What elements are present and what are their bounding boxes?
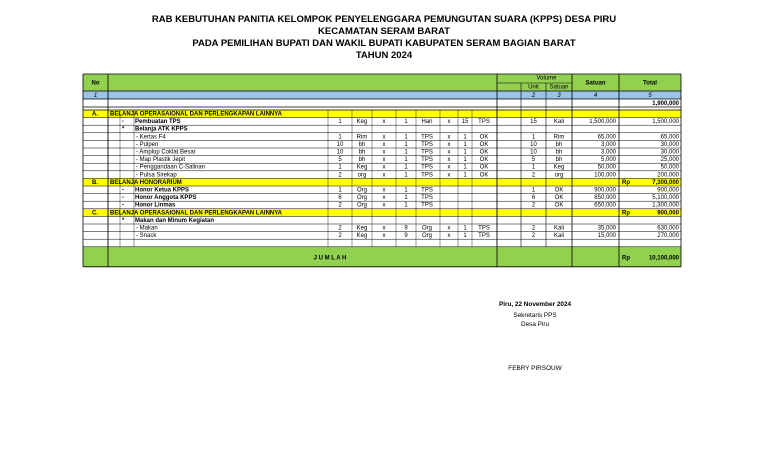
- item-name: - Amplop Coklat Besar: [136, 149, 196, 156]
- volume-satuan: bh: [555, 149, 563, 156]
- signature-role: Sekretaris PPS: [513, 312, 557, 319]
- item-name: Honor Anggota KPPS: [135, 195, 197, 202]
- section-title: BELANJA HONORARIUM: [110, 179, 182, 186]
- volume-unit: 10: [530, 149, 537, 156]
- qty-3: 1: [463, 225, 467, 232]
- title-line-3: PADA PEMILIHAN BUPATI DAN WAKIL BUPATI KABUPATEN SERAM BAGIAN BARAT: [192, 38, 576, 49]
- section-title: BELANJA OPERASAIONAL DAN PERLENGKAPAN LAINNYA: [110, 210, 283, 217]
- times-1: x: [382, 134, 386, 141]
- row-marker: -: [122, 202, 124, 209]
- unit-price: 35,000: [597, 225, 616, 232]
- qty-1: 2: [338, 233, 342, 240]
- column-number: 4: [593, 93, 598, 99]
- unit-price: 1,500,000: [589, 119, 616, 126]
- qty-1: 1: [338, 164, 342, 171]
- times-1: x: [382, 164, 386, 171]
- section-code: A.: [92, 111, 98, 118]
- volume-satuan: Kali: [553, 233, 565, 240]
- section-amount: 900,000: [657, 210, 679, 217]
- unit-2: TPS: [421, 141, 433, 148]
- qty-3: 1: [463, 233, 467, 240]
- item-name: Pembuatan TPS: [135, 119, 181, 126]
- unit-price: 900,000: [594, 187, 616, 194]
- header-total: Total: [643, 80, 657, 87]
- unit-1: Org: [356, 202, 368, 209]
- times-2: x: [447, 157, 451, 164]
- jumlah-label: J U M L A H: [313, 255, 347, 262]
- times-2: x: [447, 134, 451, 141]
- section-rp: Rp: [622, 179, 630, 186]
- volume-unit: 15: [530, 119, 537, 126]
- volume-satuan: OK: [554, 195, 564, 202]
- signature-org: Desa Piru: [520, 321, 550, 328]
- row-total: 5,100,000: [652, 195, 679, 202]
- unit-2: TPS: [421, 149, 433, 156]
- qty-3: 1: [463, 164, 467, 171]
- section-rp: Rp: [622, 210, 630, 217]
- volume-satuan: Keg: [553, 164, 565, 171]
- qty-1: 5: [338, 157, 342, 164]
- qty-3: 1: [463, 134, 467, 141]
- qty-3: 1: [463, 172, 467, 179]
- unit-1: bh: [358, 157, 366, 164]
- header-volume: Volume: [536, 75, 557, 82]
- unit-price: 50,000: [597, 164, 616, 171]
- times-2: x: [447, 149, 451, 156]
- unit-2: TPS: [421, 202, 433, 209]
- qty-1: 10: [336, 141, 344, 148]
- unit-2: TPS: [421, 157, 433, 164]
- qty-2: 9: [404, 225, 408, 232]
- volume-satuan: Rim: [553, 134, 565, 141]
- unit-3: OK: [479, 149, 489, 156]
- row-marker: -: [122, 119, 124, 126]
- row-total: 30,000: [660, 149, 679, 156]
- times-1: x: [382, 149, 386, 156]
- volume-unit: 2: [531, 202, 536, 209]
- unit-2: Org: [421, 225, 433, 232]
- volume-satuan: Kali: [553, 119, 565, 126]
- row-marker: -: [122, 187, 124, 194]
- volume-satuan: bh: [555, 141, 563, 148]
- unit-3: OK: [479, 164, 489, 171]
- title-line-4: TAHUN 2024: [355, 50, 413, 61]
- times-1: x: [382, 157, 386, 164]
- row-total: 1,500,000: [652, 119, 679, 126]
- item-name: - Map Plastik Jepit: [136, 157, 186, 164]
- times-1: x: [382, 119, 386, 126]
- unit-2: Hari: [421, 119, 433, 126]
- unit-3: TPS: [478, 225, 490, 232]
- header-satuan-sub: Satuan: [549, 84, 569, 91]
- title-line-1: RAB KEBUTUHAN PANITIA KELOMPOK PENYELENGGARA PEMUNGUTAN SUARA (KPPS) DESA PIRU: [151, 14, 617, 25]
- title-line-2: KECAMATAN SERAM BARAT: [318, 26, 450, 37]
- unit-1: bh: [358, 141, 366, 148]
- qty-1: 1: [338, 134, 342, 141]
- qty-2: 9: [404, 233, 408, 240]
- row-marker: *: [122, 126, 125, 133]
- item-name: - Kertas F4: [136, 134, 166, 141]
- qty-2: 1: [404, 157, 408, 164]
- unit-1: Rim: [356, 134, 368, 141]
- qty-3: 15: [461, 119, 469, 126]
- times-2: x: [447, 119, 451, 126]
- unit-price: 15,000: [597, 233, 616, 240]
- qty-1: 2: [338, 172, 342, 179]
- unit-1: Keg: [356, 119, 368, 126]
- unit-3: OK: [479, 141, 489, 148]
- volume-unit: 1: [531, 164, 536, 171]
- unit-3: TPS: [478, 119, 490, 126]
- header-satuan: Satuan: [585, 80, 606, 87]
- column-number-fill: [83, 91, 681, 99]
- unit-1: Keg: [356, 225, 368, 232]
- item-name: - Snack: [136, 233, 157, 240]
- times-2: x: [447, 141, 451, 148]
- item-name: - Pulsa Sirekap: [136, 172, 177, 179]
- qty-2: 1: [404, 164, 408, 171]
- qty-1: 2: [338, 225, 342, 232]
- qty-1: 6: [338, 195, 342, 202]
- jumlah-total: 10,100,000: [648, 255, 679, 262]
- volume-satuan: bh: [555, 157, 563, 164]
- times-1: x: [382, 225, 386, 232]
- volume-unit: 6: [531, 195, 536, 202]
- signature-name: FEBRY PIRSOUW: [508, 365, 562, 372]
- row-total: 30,000: [660, 141, 679, 148]
- volume-unit: 2: [531, 233, 536, 240]
- qty-1: 1: [338, 119, 342, 126]
- qty-2: 1: [404, 119, 408, 126]
- unit-price: 850,000: [594, 195, 616, 202]
- volume-satuan: org: [554, 172, 564, 179]
- qty-2: 1: [404, 149, 408, 156]
- jumlah-rp: Rp: [622, 255, 630, 262]
- unit-2: TPS: [421, 164, 433, 171]
- section-amount: 7,300,000: [652, 179, 679, 186]
- jumlah-fill: [83, 247, 681, 267]
- column-number: 2: [531, 93, 536, 99]
- unit-2: TPS: [421, 172, 433, 179]
- unit-3: OK: [479, 172, 489, 179]
- item-name: Belanja ATK KPPS: [135, 126, 188, 133]
- volume-satuan: OK: [554, 202, 564, 209]
- qty-3: 1: [463, 157, 467, 164]
- unit-price: 65,000: [597, 134, 616, 141]
- unit-1: org: [357, 172, 367, 179]
- item-name: Makan dan Minum Kegiatan: [135, 217, 215, 224]
- unit-1: Org: [356, 187, 368, 194]
- times-2: x: [447, 233, 451, 240]
- row-total: 65,000: [660, 134, 679, 141]
- item-name: - Penggandaan C-Salinan: [136, 164, 206, 171]
- times-1: x: [382, 195, 386, 202]
- unit-price: 650,000: [594, 202, 616, 209]
- row-total: 1,300,000: [652, 202, 679, 209]
- row-total: 25,000: [660, 157, 679, 164]
- section-code: B.: [92, 179, 98, 186]
- qty-2: 1: [404, 141, 408, 148]
- volume-satuan: Kali: [553, 225, 565, 232]
- unit-price: 5,000: [600, 157, 616, 164]
- row-total: 900,000: [657, 187, 679, 194]
- row-marker: *: [122, 217, 125, 224]
- column-number: 1: [93, 93, 98, 99]
- unit-2: TPS: [421, 195, 433, 202]
- times-2: x: [447, 172, 451, 179]
- header-no: No: [91, 80, 100, 87]
- row-marker: -: [122, 195, 124, 202]
- times-1: x: [382, 202, 386, 209]
- qty-2: 1: [404, 172, 408, 179]
- volume-unit: 1: [531, 187, 536, 194]
- volume-unit: 2: [531, 172, 536, 179]
- unit-price: 100,000: [594, 172, 616, 179]
- unit-3: TPS: [478, 233, 490, 240]
- volume-satuan: OK: [554, 187, 564, 194]
- volume-unit: 5: [531, 157, 536, 164]
- section-title: BELANJA OPERASAIONAL DAN PERLENGKAPAN LAINNYA: [110, 111, 283, 118]
- qty-3: 1: [463, 141, 467, 148]
- unit-2: TPS: [421, 187, 433, 194]
- row-total: 270,000: [657, 233, 679, 240]
- qty-3: 1: [463, 149, 467, 156]
- unit-price: 3,000: [600, 141, 616, 148]
- column-number: 3: [557, 93, 561, 99]
- unit-2: TPS: [421, 134, 433, 141]
- qty-2: 1: [404, 202, 408, 209]
- header-unit: Unit: [528, 84, 539, 91]
- unit-1: bh: [358, 149, 366, 156]
- volume-unit: 10: [530, 141, 537, 148]
- times-1: x: [382, 172, 386, 179]
- unit-1: Keg: [356, 233, 368, 240]
- unit-2: Org: [421, 233, 433, 240]
- unit-3: OK: [479, 157, 489, 164]
- item-name: Honor Linmas: [135, 202, 176, 209]
- qty-2: 1: [404, 195, 408, 202]
- qty-1: 1: [338, 187, 342, 194]
- times-2: x: [447, 225, 451, 232]
- unit-3: OK: [479, 134, 489, 141]
- times-1: x: [382, 187, 386, 194]
- unit-1: Org: [356, 195, 368, 202]
- item-name: - Makan: [136, 225, 158, 232]
- unit-price: 3,000: [600, 149, 616, 156]
- signature-place-date: Piru, 22 November 2024: [498, 301, 572, 308]
- times-1: x: [382, 141, 386, 148]
- item-name: - Pulpen: [136, 141, 159, 148]
- qty-1: 10: [336, 149, 344, 156]
- row-total: 630,000: [657, 225, 679, 232]
- row-total: 200,000: [657, 172, 679, 179]
- times-1: x: [382, 233, 386, 240]
- item-name: Honor Ketua KPPS: [135, 187, 190, 194]
- volume-unit: 1: [531, 134, 536, 141]
- qty-2: 1: [404, 187, 408, 194]
- column-number: 5: [648, 93, 652, 99]
- qty-1: 2: [338, 202, 342, 209]
- grand-total-top: 1,900,000: [652, 101, 679, 107]
- unit-1: Keg: [356, 164, 368, 171]
- times-2: x: [447, 164, 451, 171]
- section-code: C.: [92, 210, 98, 217]
- volume-unit: 2: [531, 225, 536, 232]
- qty-2: 1: [404, 134, 408, 141]
- row-total: 50,000: [660, 164, 679, 171]
